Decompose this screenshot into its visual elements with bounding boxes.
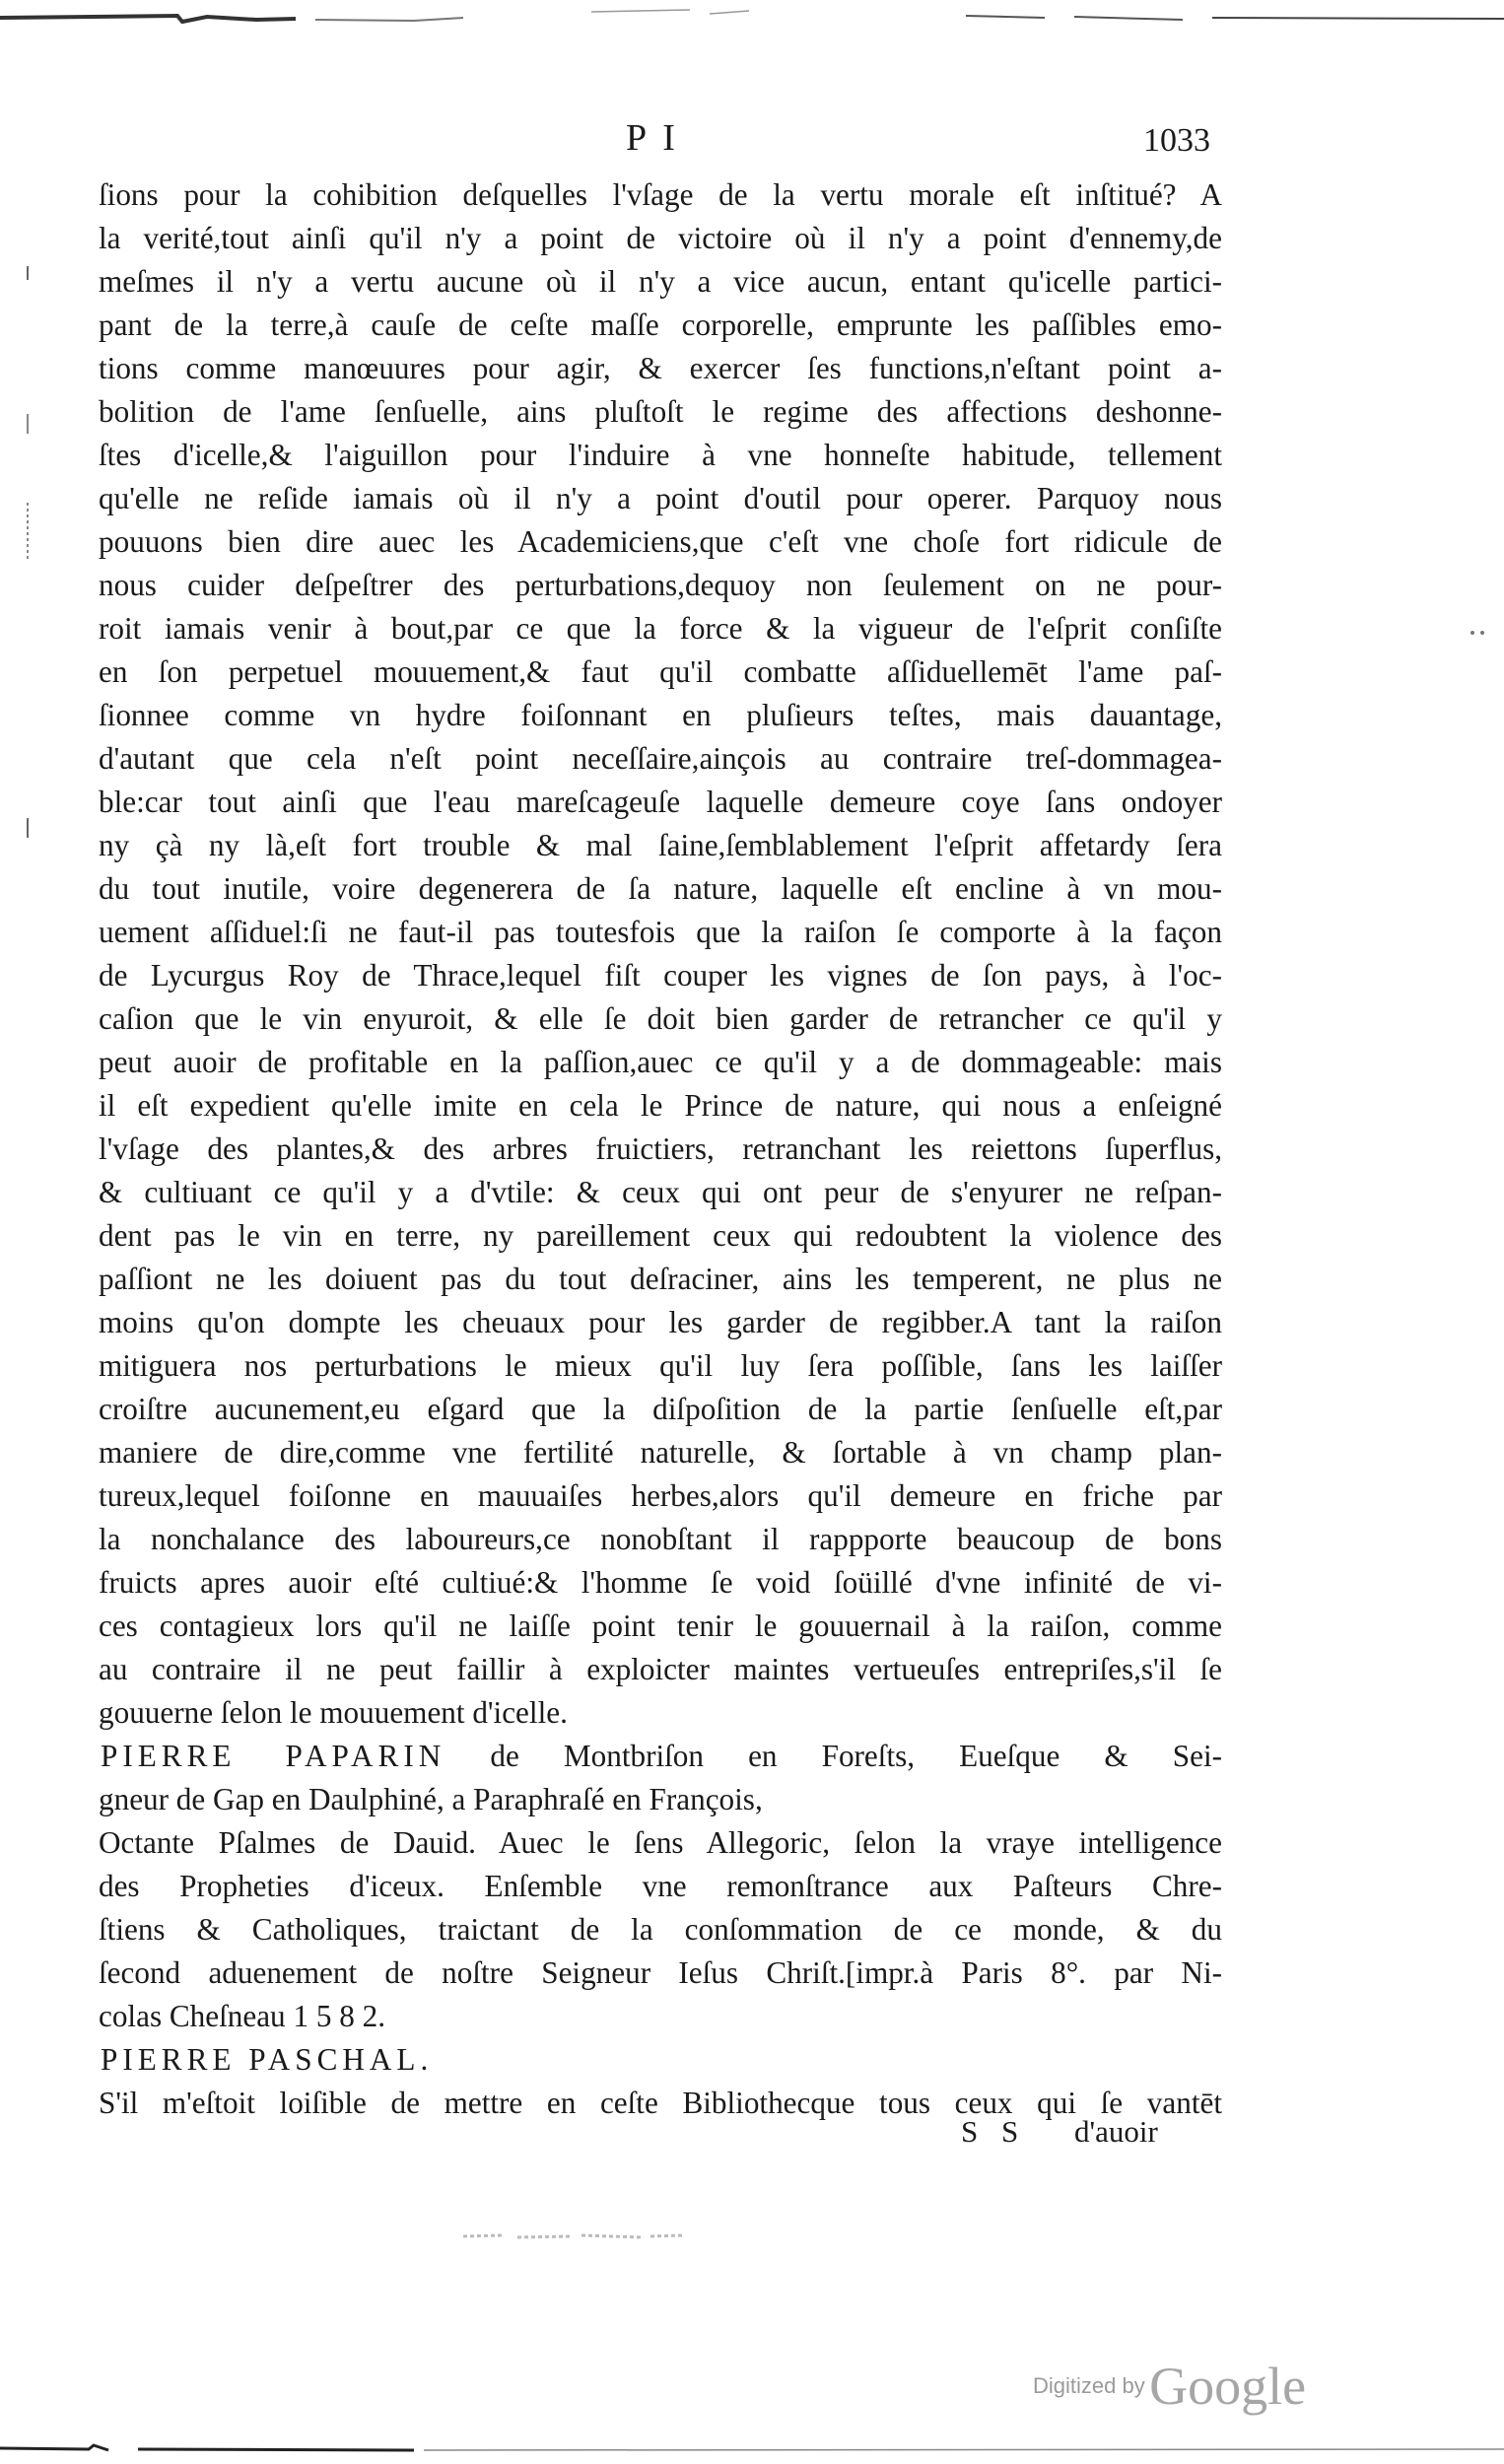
- text-line: croiſtre aucunement,eu eſgard que la diſpoſition de la partie ſenſuelle eſt,par: [99, 1392, 1222, 1426]
- google-logo: Google: [1149, 2357, 1307, 2416]
- text-line: tureux,lequel foiſonne en mauuaiſes herbes,alors qu'il demeure en friche par: [99, 1478, 1222, 1513]
- text-line: au contraire il ne peut faillir à exploicter maintes vertueuſes entrepriſes,s'il ſe: [99, 1652, 1222, 1686]
- text-line: pouuons bien dire auec les Academiciens,que c'eſt vne choſe fort ridicule de: [99, 524, 1222, 559]
- bottom-edge-scan-artifact: [0, 2442, 1504, 2456]
- entry-line: colas Cheſneau 1 5 8 2.: [99, 1999, 386, 2033]
- page-number: 1033: [1143, 122, 1210, 159]
- text-line: d'autant que cela n'eſt point neceſſaire,ainçois au contraire treſ-dommagea-: [99, 741, 1222, 776]
- text-line: pant de la terre,à cauſe de ceſte maſſe corporelle, emprunte les paſſibles emo-: [99, 308, 1222, 342]
- text-line: dent pas le vin en terre, ny pareillement ceux qui redoubtent la violence des: [99, 1218, 1222, 1253]
- text-line: tions comme manœuures pour agir, & exercer ſes functions,n'eſtant point a-: [99, 351, 1222, 385]
- text-line: l'vſage des plantes,& des arbres fruictiers, retranchant les reiettons ſuperflus,: [99, 1131, 1222, 1166]
- text-line: fruicts apres auoir eſté cultiué:& l'homme ſe void ſoüillé d'vne infinité de vi-: [99, 1565, 1222, 1600]
- text-line: meſmes il n'y a vertu aucune où il n'y a vice aucun, entant qu'icelle partici-: [99, 264, 1222, 299]
- entry-line: ſecond aduenement de noſtre Seigneur Ieſus Chriſt.[impr.à Paris 8°. par Ni-: [99, 1955, 1222, 1990]
- right-margin-dots: [1469, 626, 1488, 640]
- text-line: bolition de l'ame ſenſuelle, ains pluſtoſt le regime des affections deshonne-: [99, 394, 1222, 429]
- digitized-watermark: [1033, 2356, 1306, 2417]
- entry-line: des Propheties d'iceux. Enſemble vne remonſtrance aux Paſteurs Chre-: [99, 1869, 1222, 1903]
- top-edge-scan-artifact: [0, 8, 1504, 30]
- text-line: ſions pour la cohibition deſquelles l'vſage de la vertu morale eſt inſtitué? A: [99, 177, 1222, 212]
- text-line: & cultiuant ce qu'il y a d'vtile: & ceux qui ont peur de s'enyurer ne reſpan-: [99, 1175, 1222, 1209]
- text-line: gouuerne ſelon le mouuement d'icelle.: [99, 1695, 568, 1730]
- text-line: maniere de dire,comme vne fertilité naturelle, & ſortable à vn champ plan-: [99, 1435, 1222, 1470]
- text-line: roit iamais venir à bout,par ce que la force & la vigueur de l'eſprit conſiſte: [99, 611, 1222, 646]
- text-line: ble:car tout ainſi que l'eau mareſcageuſe laquelle demeure coye ſans ondoyer: [99, 785, 1222, 819]
- signature-mark: S S: [961, 2114, 1027, 2149]
- text-line: ſionnee comme vn hydre foiſonnant en pluſieurs teſtes, mais dauantage,: [99, 698, 1222, 732]
- text-line: nous cuider deſpeſtrer des perturbations,dequoy non ſeulement on ne pour-: [99, 568, 1222, 602]
- text-line: la verité,tout ainſi qu'il n'y a point de victoire où il n'y a point d'ennemy,de: [99, 221, 1222, 255]
- text-line: ces contagieux lors qu'il ne laiſſe point tenir le gouuernail à la raiſon, comme: [99, 1608, 1222, 1643]
- entry-heading-paparin: [99, 1735, 1222, 1778]
- text-line: caſion que le vin enyuroit, & elle ſe doit bien garder de retrancher ce qu'il y: [99, 1001, 1222, 1036]
- text-line: qu'elle ne reſide iamais où il n'y a point d'outil pour operer. Parquoy nous: [99, 481, 1222, 515]
- catchword: d'auoir: [1074, 2114, 1158, 2149]
- text-body: [99, 173, 1222, 2125]
- left-margin-marks: [20, 266, 35, 857]
- entry-author-detail: de Montbriſon en Foreſts, Eueſque & Sei-: [445, 1739, 1222, 1773]
- entry-line: S'il m'eſtoit loiſible de mettre en ceſte Bibliothecque tous ceux qui ſe vantēt: [99, 2086, 1222, 2120]
- entry-author-name: PIERRE PAPARIN: [101, 1739, 446, 1773]
- text-line: du tout inutile, voire degenerera de ſa nature, laquelle eſt encline à vn mou-: [99, 871, 1222, 906]
- entry-line: ſtiens & Catholiques, traictant de la conſommation de ce monde, & du: [99, 1912, 1222, 1947]
- text-line: mitiguera nos perturbations le mieux qu'il luy ſera poſſible, ſans les laiſſer: [99, 1348, 1222, 1383]
- text-line: ſtes d'icelle,& l'aiguillon pour l'induire à vne honneſte habitude, tellement: [99, 438, 1222, 472]
- page-header: [0, 116, 1504, 166]
- entry-line: Octante Pſalmes de Dauid. Auec le ſens Allegoric, ſelon la vraye intelligence: [99, 1825, 1222, 1860]
- entry-heading-paschal: PIERRE PASCHAL.: [101, 2042, 434, 2077]
- text-line: peut auoir de profitable en la paſſion,auec ce qu'il y a de dommageable: mais: [99, 1045, 1222, 1079]
- text-line: de Lycurgus Roy de Thrace,lequel fiſt couper les vignes de ſon pays, à l'oc-: [99, 958, 1222, 992]
- scan-smudge: [463, 2227, 690, 2245]
- watermark-prefix: Digitized by: [1033, 2373, 1145, 2398]
- text-line: la nonchalance des laboureurs,ce nonobſtant il rappporte beaucoup de bons: [99, 1522, 1222, 1556]
- text-line: en ſon perpetuel mouuement,& faut qu'il combatte aſſiduellemēt l'ame paſ-: [99, 654, 1222, 689]
- running-title: P I: [626, 117, 679, 159]
- text-line: ny çà ny là,eſt fort trouble & mal ſaine,ſemblablement l'eſprit affetardy ſera: [99, 828, 1222, 862]
- text-line: paſſiont ne les doiuent pas du tout deſraciner, ains les temperent, ne plus ne: [99, 1262, 1222, 1296]
- text-line: il eſt expedient qu'elle imite en cela le Prince de nature, qui nous a enſeigné: [99, 1088, 1222, 1123]
- entry-line: gneur de Gap en Daulphiné, a Paraphraſé en François,: [99, 1782, 763, 1816]
- text-line: uement aſſiduel:ſi ne faut-il pas toutesfois que la raiſon ſe comporte à la façon: [99, 915, 1222, 949]
- text-line: moins qu'on dompte les cheuaux pour les garder de regibber.A tant la raiſon: [99, 1305, 1222, 1339]
